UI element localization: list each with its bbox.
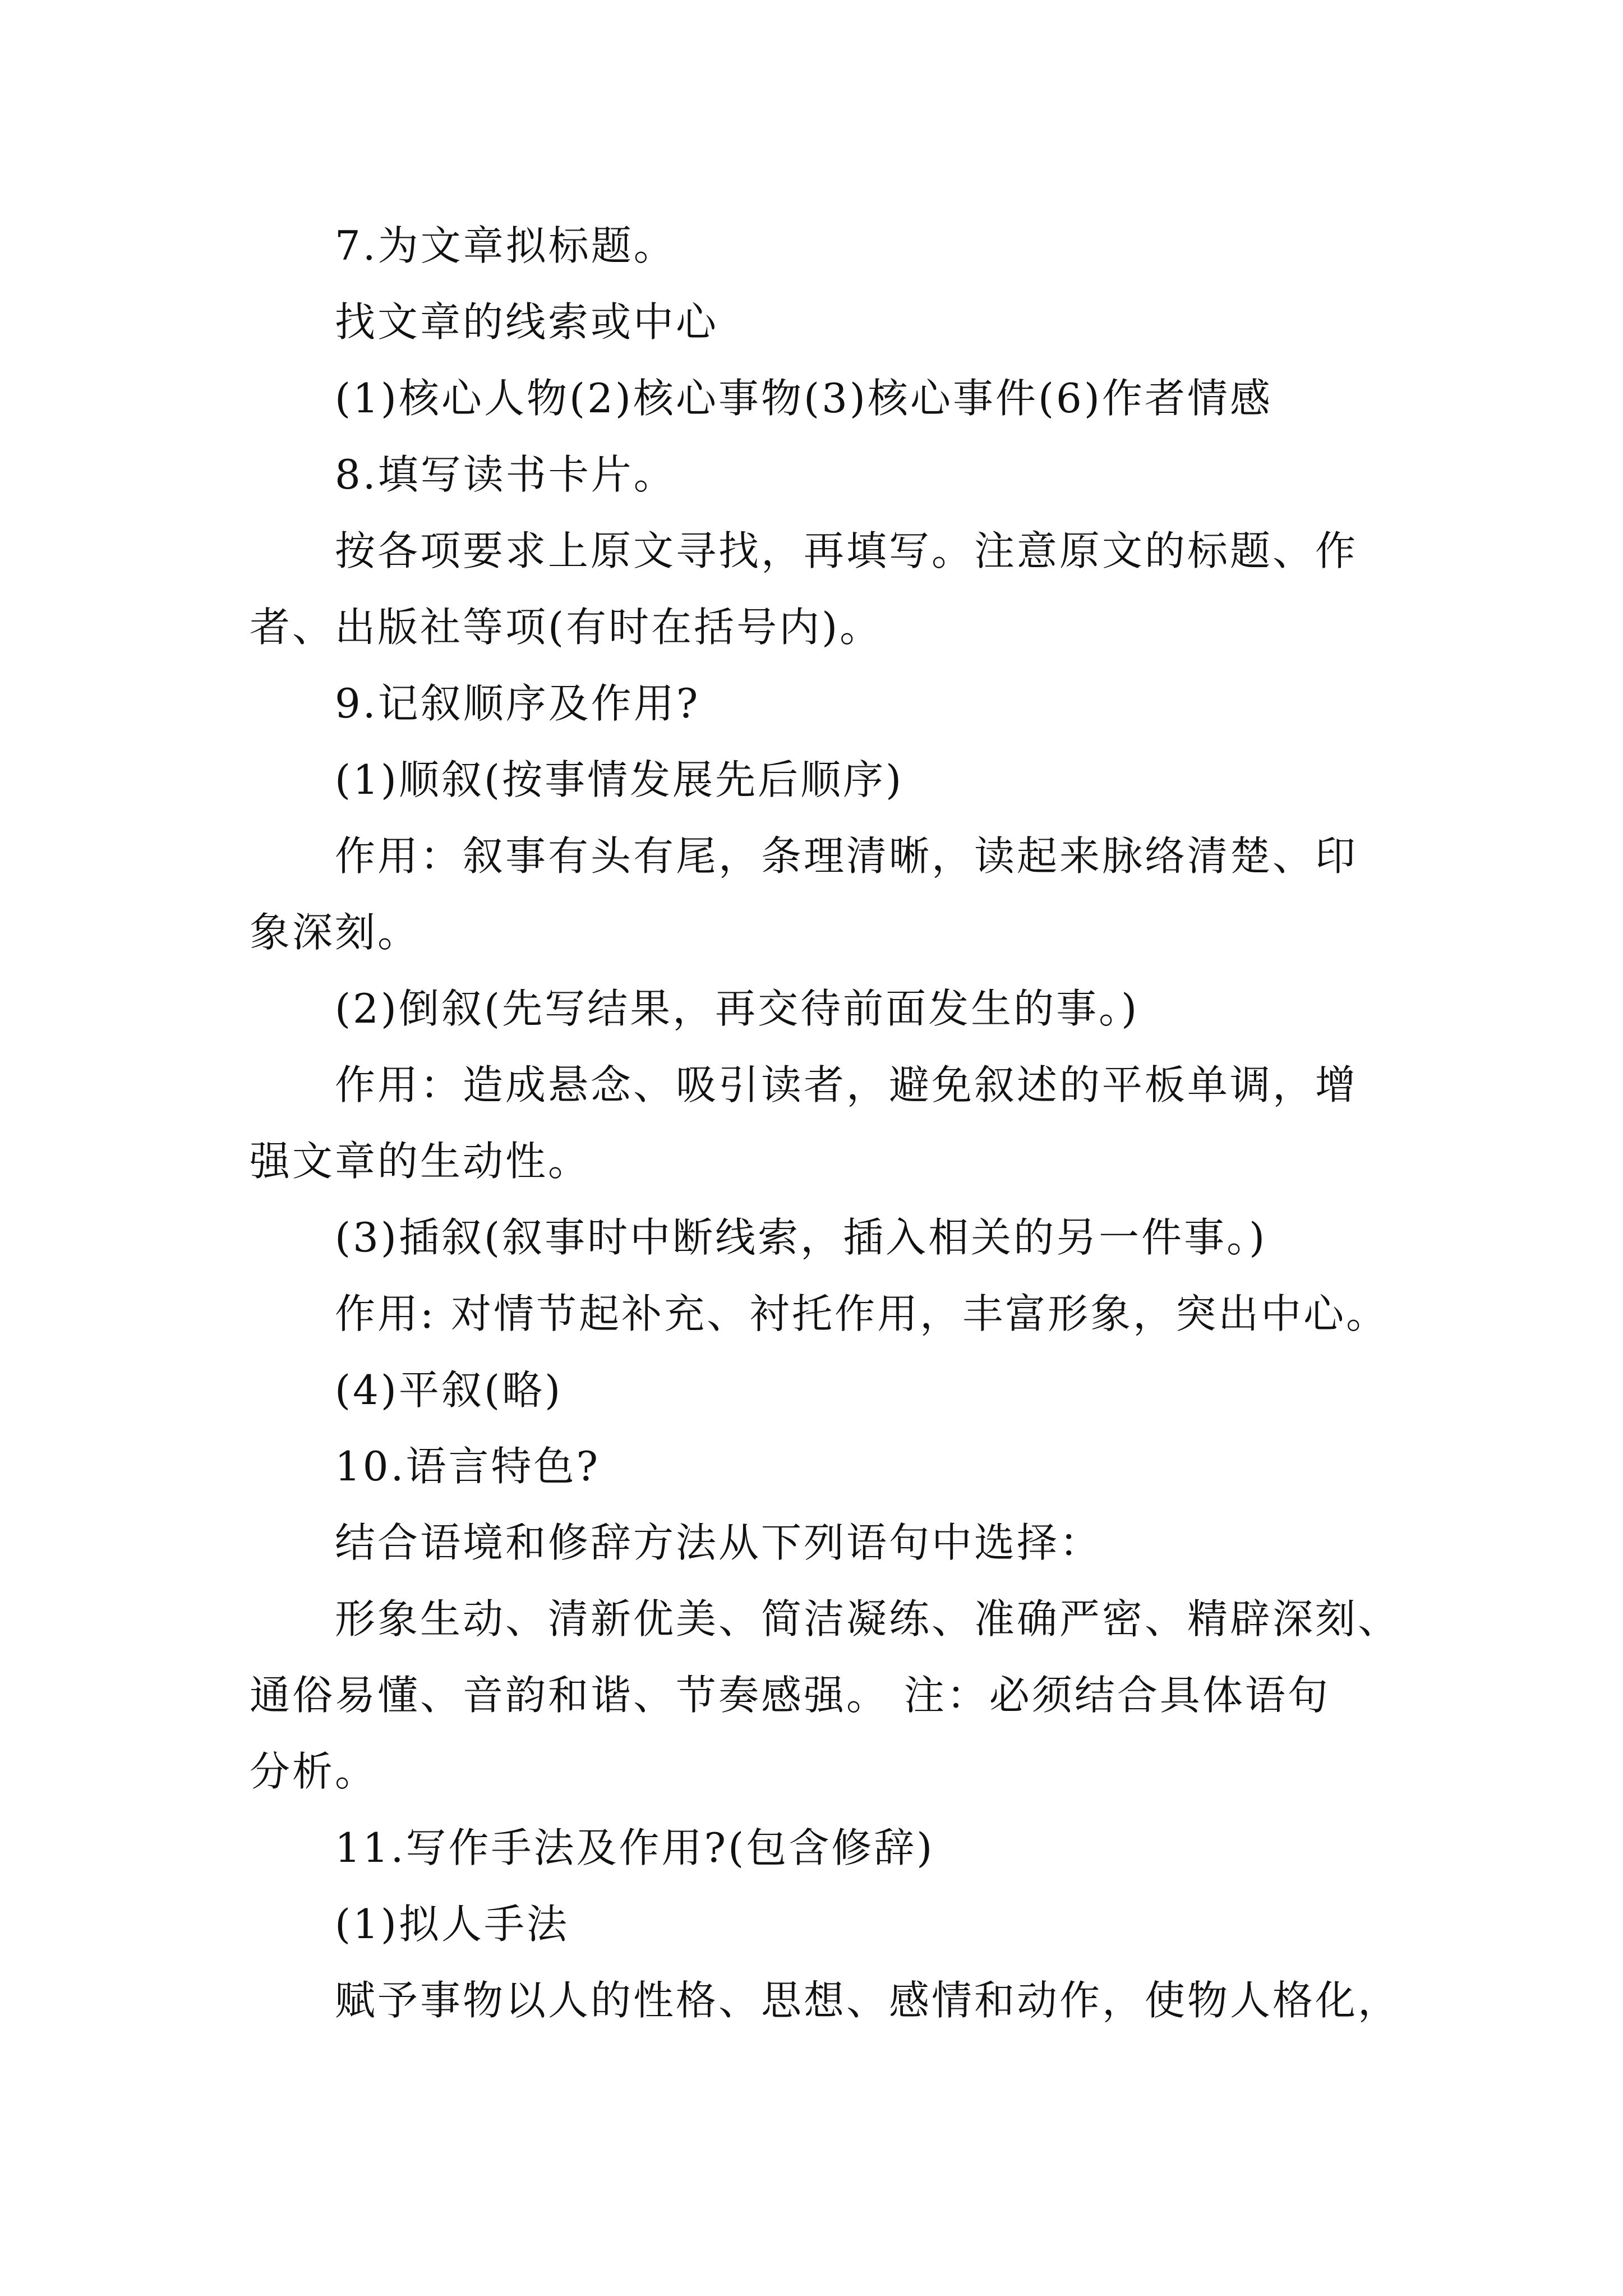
heading-q9: 9.记叙顺序及作用? (335, 680, 700, 727)
paragraph-line: (1)顺叙(按事情发展先后顺序) (335, 756, 904, 803)
paragraph-line: (4)平叙(略) (335, 1366, 563, 1414)
paragraph-line: 通俗易懂、音韵和谐、节奏感强。 注：必须结合具体语句 (250, 1672, 1330, 1719)
paragraph-line: 赋予事物以人的性格、思想、感情和动作，使物人格化， (335, 1977, 1401, 2024)
paragraph-line: 作用：叙事有头有尾，条理清晰，读起来脉络清楚、印 (335, 832, 1358, 880)
paragraph-line: (1)核心人物(2)核心事物(3)核心事件(6)作者情感 (335, 375, 1272, 422)
paragraph-line: 找文章的线索或中心 (335, 298, 719, 346)
heading-q10: 10.语言特色? (335, 1443, 601, 1490)
paragraph-line: 分析。 (250, 1748, 378, 1795)
paragraph-line: (3)插叙(叙事时中断线索，插入相关的另一件事。) (335, 1214, 1267, 1261)
paragraph-line: 作用: 对情节起补充、衬托作用，丰富形象，突出中心。 (335, 1290, 1389, 1337)
heading-q8: 8.填写读书卡片。 (335, 451, 676, 498)
paragraph-line: 结合语境和修辞方法从下列语句中选择： (335, 1519, 1103, 1566)
paragraph-line: 者、出版社等项(有时在括号内)。 (250, 604, 883, 651)
paragraph-line: 强文章的生动性。 (250, 1138, 591, 1185)
paragraph-line: 作用：造成悬念、吸引读者，避免叙述的平板单调，增 (335, 1061, 1358, 1108)
paragraph-line: 按各项要求上原文寻找，再填写。注意原文的标题、作 (335, 527, 1358, 574)
heading-q11: 11.写作手法及作用?(包含修辞) (335, 1824, 935, 1871)
document-body (250, 208, 1401, 2039)
paragraph-line: (2)倒叙(先写结果，再交待前面发生的事。) (335, 985, 1140, 1032)
heading-q7: 7.为文章拟标题。 (335, 222, 676, 269)
paragraph-line: (1)拟人手法 (335, 1901, 569, 1948)
paragraph-line: 形象生动、清新优美、简洁凝练、准确严密、精辟深刻、 (335, 1595, 1401, 1642)
paragraph-line: 象深刻。 (250, 909, 421, 956)
